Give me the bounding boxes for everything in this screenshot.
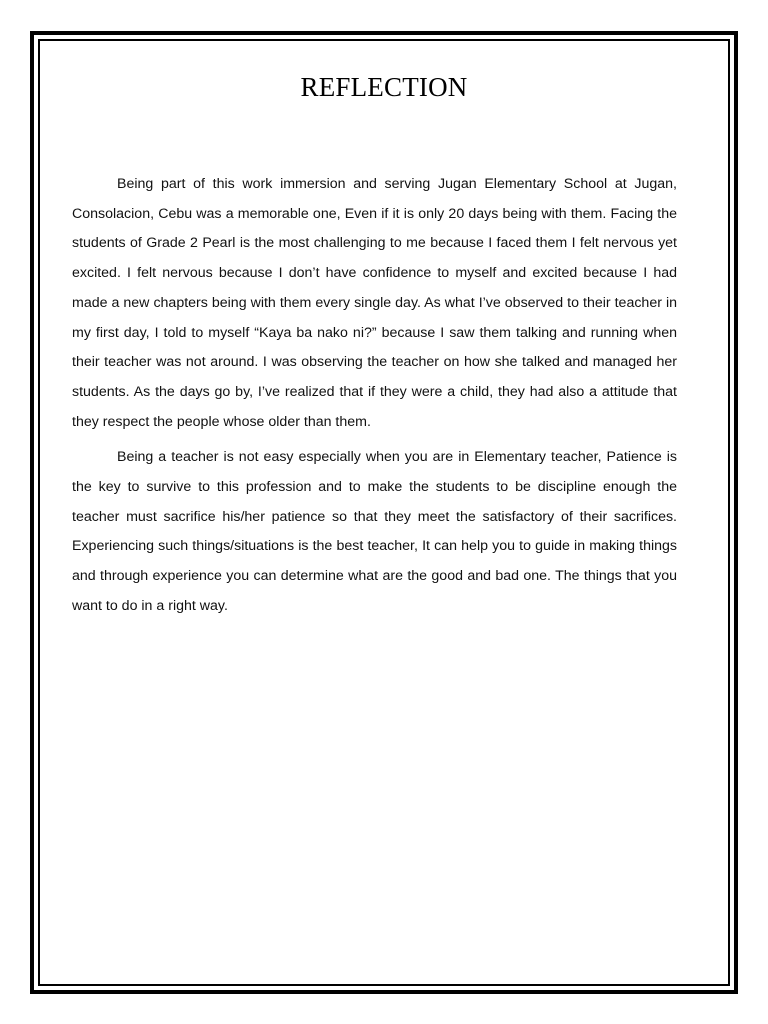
document-title: REFLECTION [300, 72, 468, 102]
paragraph-1: Being part of this work immersion and serving Jugan Elementary School at Jugan, Consolacion, Cebu was a memorable one, Even if it is only 20 days being with them. Facing the students of Grade 2 Pearl is the most challenging to me because I faced them I felt nervous yet excited. I felt nervous because I don’t have confidence to myself and excited because I had made a new chapters being with them every single day. As what I’ve observed to their teacher in my first day, I told to myself “Kaya ba nako ni?” because I saw them talking and running when their teacher was not around. I was observing the teacher on how she talked and managed her students. As the days go by, I’ve realized that if they were a child, they had also a attitude that they respect the people whose older than them. [72, 176, 677, 430]
document-body [72, 170, 677, 622]
paragraph-2: Being a teacher is not easy especially when you are in Elementary teacher, Patience is the key to survive to this profession and to make the students to be discipline enough the teacher must sacrifice his/her patience so that they meet the satisfactory of their sacrifices. Experiencing such things/situations is the best teacher, It can help you to guide in making things and through experience you can determine what are the good and bad one. The things that you want to do in a right way. [72, 449, 677, 614]
